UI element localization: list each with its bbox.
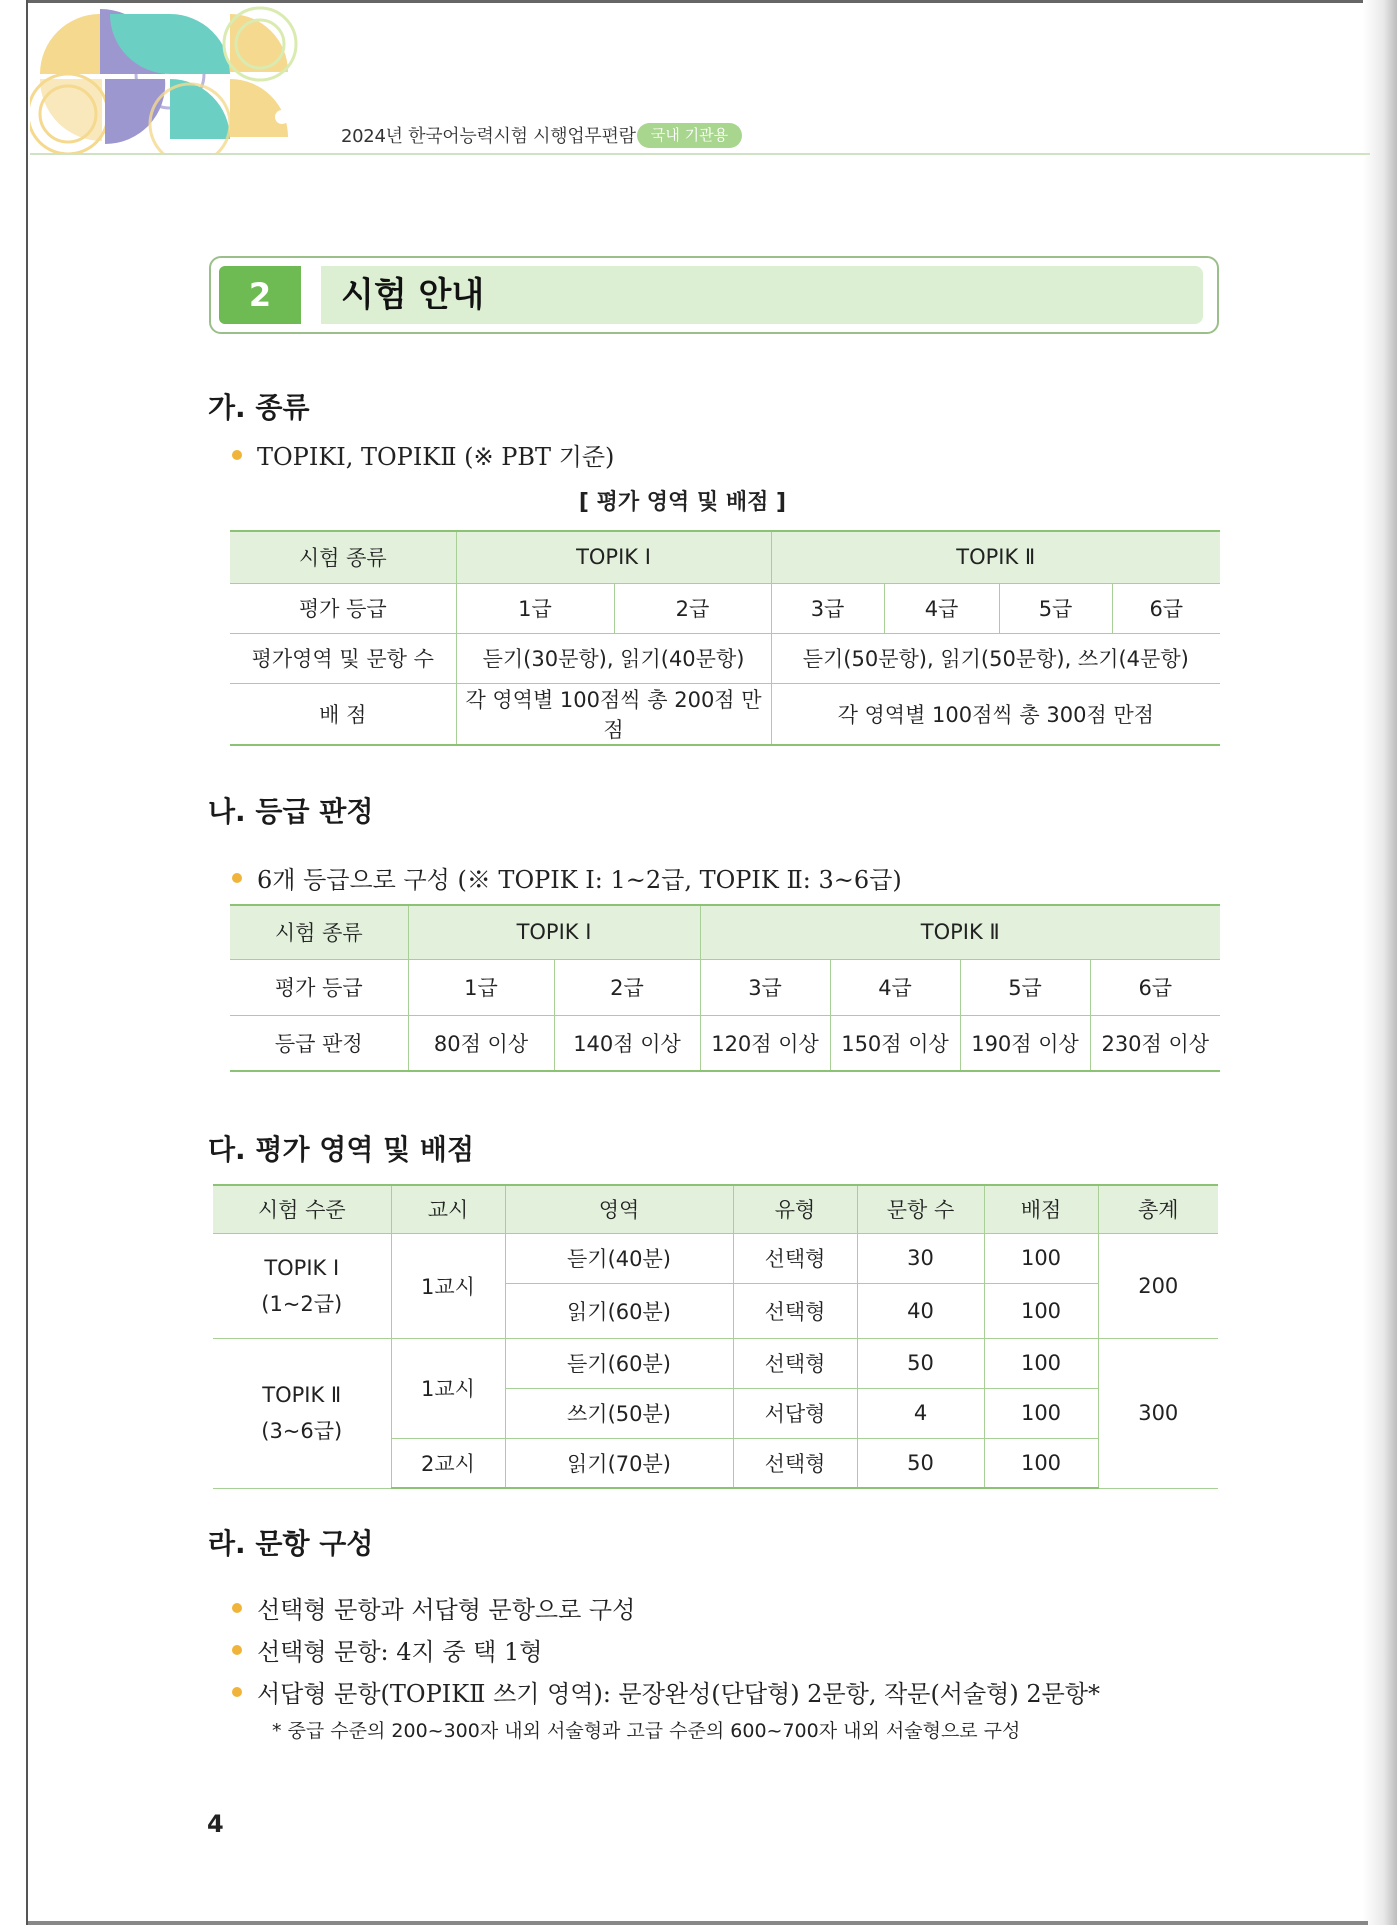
table-cell: 5급 <box>999 583 1112 633</box>
table-header-cell: 문항 수 <box>857 1185 984 1233</box>
table-cell: 230점 이상 <box>1090 1015 1220 1071</box>
table-cell: 100 <box>984 1388 1098 1438</box>
footnote: * 중급 수준의 200~300자 내외 서술형과 고급 수준의 600~700자 내외 서술형으로 구성 <box>272 1720 1021 1742</box>
running-header-title: 2024년 한국어능력시험 시행업무편람 <box>341 126 636 147</box>
table-cell: 평가영역 및 문항 수 <box>230 633 456 683</box>
table-cell: 30 <box>857 1233 984 1283</box>
bullet-item: TOPIKⅠ, TOPIKⅡ (※ PBT 기준) <box>232 437 614 472</box>
table-cell: 읽기(60분) <box>505 1283 733 1338</box>
bullet-item: 선택형 문항: 4지 중 택 1형 <box>232 1632 542 1667</box>
table-cell: 2급 <box>614 583 771 633</box>
table-cell: 4급 <box>884 583 999 633</box>
table-cell: 듣기(40분) <box>505 1233 733 1283</box>
page-left-edge <box>0 0 28 1925</box>
table-cell: 듣기(60분) <box>505 1338 733 1388</box>
table-cell <box>213 1338 391 1488</box>
header-divider <box>30 153 1370 155</box>
table-cell: 300 <box>1098 1338 1218 1488</box>
table-cell: 1교시 <box>391 1233 505 1338</box>
page-bottom-edge <box>28 1921 1368 1925</box>
table-header-cell: 유형 <box>733 1185 857 1233</box>
table-cell: 3급 <box>700 959 830 1015</box>
chapter-header <box>209 256 1219 334</box>
table-cell: 시험 종류 <box>230 905 408 959</box>
bullet-icon <box>232 450 242 460</box>
table-cell: 각 영역별 100점씩 총 200점 만점 <box>456 683 771 745</box>
table-header-cell: 교시 <box>391 1185 505 1233</box>
table-cell: TOPIK Ⅰ <box>456 531 771 583</box>
table-cell: 배 점 <box>230 683 456 745</box>
table-cell: 5급 <box>960 959 1090 1015</box>
page-top-edge <box>28 0 1397 3</box>
level-range: (3~6급) <box>261 1419 343 1443</box>
table-cell: 100 <box>984 1438 1098 1488</box>
table-cell: 100 <box>984 1338 1098 1388</box>
chapter-number: 2 <box>219 266 301 324</box>
table-cell: 1교시 <box>391 1338 505 1438</box>
bullet-icon <box>232 1645 242 1655</box>
page-number: 4 <box>207 1810 224 1838</box>
table-cell: 140점 이상 <box>554 1015 700 1071</box>
table-cell: TOPIK Ⅱ <box>771 531 1220 583</box>
table-cell: 80점 이상 <box>408 1015 554 1071</box>
evaluation-table <box>230 530 1220 746</box>
table-cell: 평가 등급 <box>230 583 456 633</box>
section-heading-types: 가. 종류 <box>208 391 310 424</box>
audience-badge: 국내 기관용 <box>637 123 742 148</box>
table-cell: 각 영역별 100점씩 총 300점 만점 <box>771 683 1220 745</box>
table-cell: 평가 등급 <box>230 959 408 1015</box>
page-right-shadow <box>1363 0 1397 1925</box>
section-heading-scoring: 다. 평가 영역 및 배점 <box>208 1133 475 1166</box>
grading-table <box>230 904 1220 1072</box>
table-cell: 50 <box>857 1338 984 1388</box>
level-label: TOPIK Ⅱ <box>262 1383 342 1407</box>
table-cell: 선택형 <box>733 1338 857 1388</box>
table-cell: 2교시 <box>391 1438 505 1488</box>
bullet-item: 6개 등급으로 구성 (※ TOPIK Ⅰ: 1~2급, TOPIK Ⅱ: 3~6급) <box>232 860 902 895</box>
table-header-cell: 영역 <box>505 1185 733 1233</box>
level-label: TOPIK Ⅰ <box>264 1255 340 1280</box>
table-cell: 100 <box>984 1233 1098 1283</box>
table-cell: TOPIK Ⅱ <box>700 905 1220 959</box>
table-cell: 6급 <box>1112 583 1220 633</box>
table-cell: 읽기(70분) <box>505 1438 733 1488</box>
table-cell: 선택형 <box>733 1233 857 1283</box>
section-heading-grading: 나. 등급 판정 <box>208 795 374 828</box>
table-cell: 150점 이상 <box>830 1015 960 1071</box>
table-cell: 6급 <box>1090 959 1220 1015</box>
table-cell: 4 <box>857 1388 984 1438</box>
section-heading-composition: 라. 문항 구성 <box>208 1527 374 1560</box>
bullet-icon <box>232 873 242 883</box>
table-cell: 듣기(50문항), 읽기(50문항), 쓰기(4문항) <box>771 633 1220 683</box>
table-cell: 4급 <box>830 959 960 1015</box>
table-cell: 50 <box>857 1438 984 1488</box>
table-cell: 40 <box>857 1283 984 1338</box>
bullet-icon <box>232 1603 242 1613</box>
table-cell: 190점 이상 <box>960 1015 1090 1071</box>
table-header-cell: 배점 <box>984 1185 1098 1233</box>
table-cell: TOPIK Ⅰ <box>408 905 700 959</box>
table-cell: 200 <box>1098 1233 1218 1338</box>
bullet-item: 서답형 문항(TOPIKⅡ 쓰기 영역): 문장완성(단답형) 2문항, 작문(서술형) 2문항* <box>232 1674 1100 1709</box>
table-cell: 100 <box>984 1283 1098 1338</box>
table-cell: 2급 <box>554 959 700 1015</box>
table-cell: 선택형 <box>733 1283 857 1338</box>
table-cell: 등급 판정 <box>230 1015 408 1071</box>
table-cell: 1급 <box>408 959 554 1015</box>
table-header-cell: 시험 수준 <box>213 1185 391 1233</box>
scoring-table <box>213 1184 1218 1489</box>
table-cell: 시험 종류 <box>230 531 456 583</box>
level-range: (1~2급) <box>261 1291 343 1316</box>
table-cell <box>213 1233 391 1338</box>
table-caption: [ 평가 영역 및 배점 ] <box>578 490 787 515</box>
table-cell: 선택형 <box>733 1438 857 1488</box>
chapter-title: 시험 안내 <box>341 275 485 315</box>
table-cell: 서답형 <box>733 1388 857 1438</box>
table-cell: 1급 <box>456 583 614 633</box>
table-cell: 듣기(30문항), 읽기(40문항) <box>456 633 771 683</box>
table-cell: 쓰기(50분) <box>505 1388 733 1438</box>
header-decoration <box>30 4 320 154</box>
table-cell: 3급 <box>771 583 884 633</box>
table-cell: 120점 이상 <box>700 1015 830 1071</box>
bullet-icon <box>232 1687 242 1697</box>
table-header-cell: 총계 <box>1098 1185 1218 1233</box>
bullet-item: 선택형 문항과 서답형 문항으로 구성 <box>232 1590 635 1625</box>
